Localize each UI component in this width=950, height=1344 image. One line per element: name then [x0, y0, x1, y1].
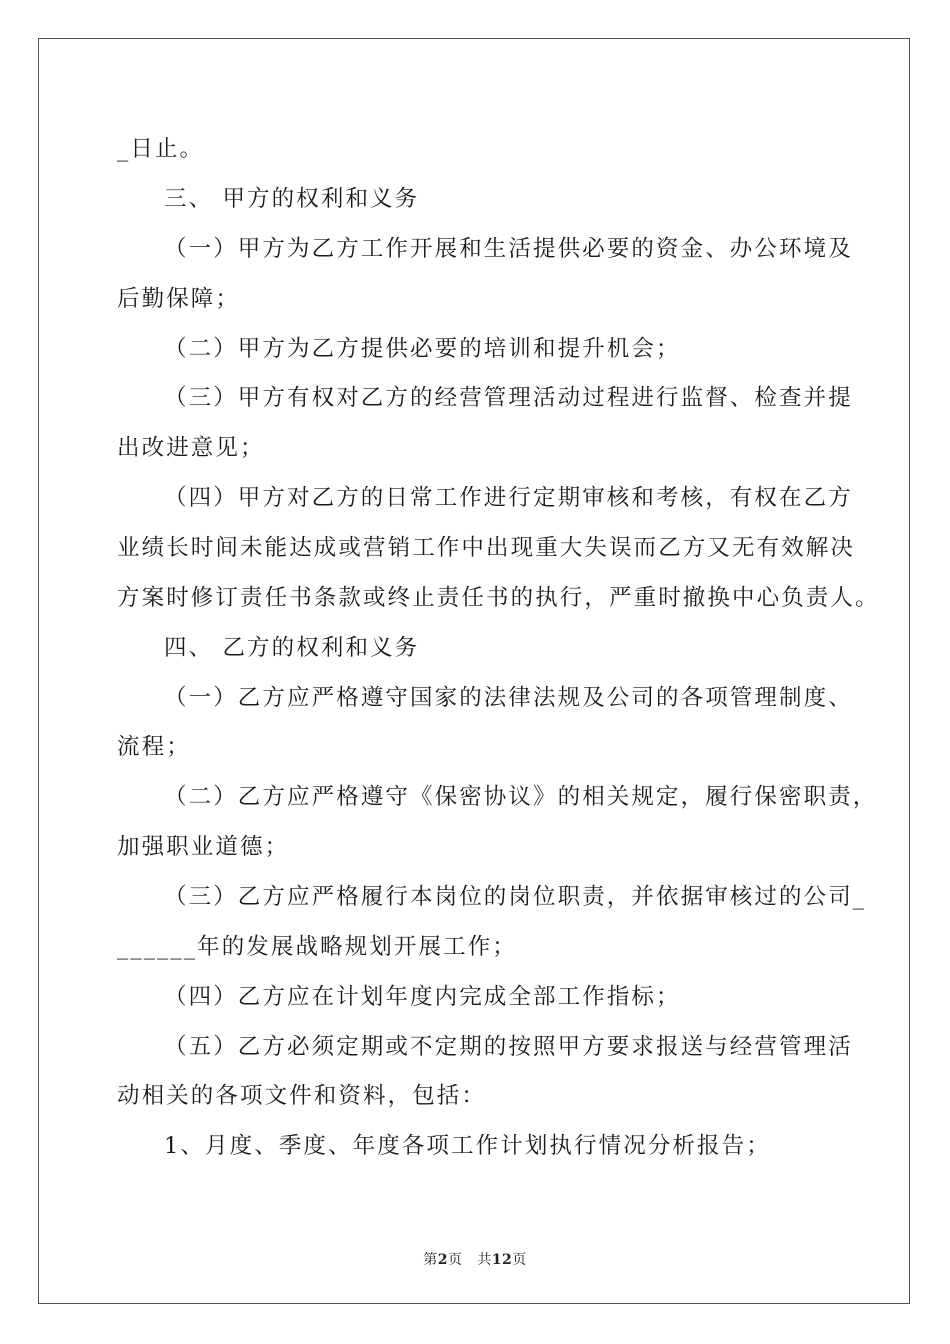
text-line: 方案时修订责任书条款或终止责任书的执行，严重时撤换中心负责人。 — [117, 585, 880, 611]
page-footer — [0, 1249, 950, 1269]
text-line: 动相关的各项文件和资料，包括： — [117, 1083, 487, 1109]
page-border — [38, 38, 910, 1304]
footer-page-number: 2 — [437, 1252, 448, 1268]
text-line: （二）乙方应严格遵守《保密协议》的相关规定，履行保密职责， — [164, 784, 878, 810]
text-line: 后勤保障； — [117, 286, 241, 312]
text-line: （一）乙方应严格遵守国家的法律法规及公司的各项管理制度、 — [164, 685, 853, 711]
text-line: （二）甲方为乙方提供必要的培训和提升机会； — [164, 336, 681, 362]
text-line: 1、月度、季度、年度各项工作计划执行情况分析报告； — [164, 1133, 771, 1159]
footer-page-label: 第 — [423, 1252, 438, 1268]
footer-total-number: 12 — [491, 1252, 513, 1268]
text-line: （三）乙方应严格履行本岗位的岗位职责，并依据审核过的公司_ — [164, 884, 867, 910]
section-heading: 三、 甲方的权利和义务 — [164, 186, 420, 212]
text-line: ______年的发展战略规划开展工作； — [117, 934, 517, 960]
section-heading: 四、 乙方的权利和义务 — [164, 635, 420, 661]
text-line: （五）乙方必须定期或不定期的按照甲方要求报送与经营管理活 — [164, 1034, 853, 1060]
text-line: 流程； — [117, 734, 191, 760]
text-line: 加强职业道德； — [117, 834, 290, 860]
text-line: 业绩长时间未能达成或营销工作中出现重大失误而乙方又无有效解决 — [117, 535, 856, 561]
footer-page-suffix: 页 — [447, 1252, 463, 1268]
footer-total-prefix: 共 — [477, 1252, 492, 1268]
text-line: （一）甲方为乙方工作开展和生活提供必要的资金、办公环境及 — [164, 236, 853, 262]
text-line: （三）甲方有权对乙方的经营管理活动过程进行监督、检查并提 — [164, 385, 853, 411]
text-line: （四）乙方应在计划年度内完成全部工作指标； — [164, 984, 681, 1010]
text-line: （四）甲方对乙方的日常工作进行定期审核和考核，有权在乙方 — [164, 485, 853, 511]
footer-total-suffix: 页 — [512, 1252, 527, 1268]
text-line: _日止。 — [117, 136, 205, 162]
text-line: 出改进意见； — [117, 435, 265, 461]
